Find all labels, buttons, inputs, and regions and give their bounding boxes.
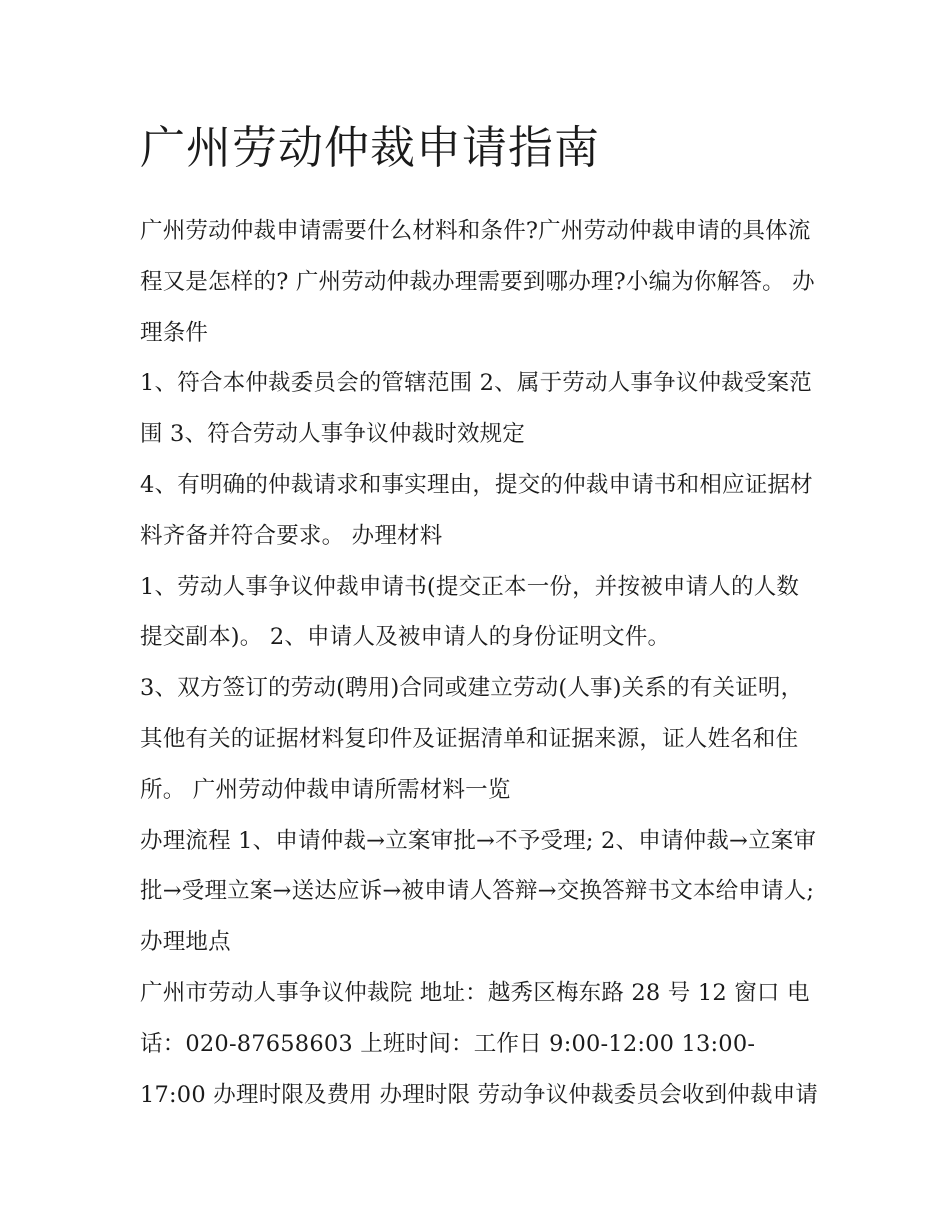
materials-paragraph: 1、劳动人事争议仲裁申请书(提交正本一份，并按被申请人的人数提交副本)。 2、申请人及被申请人的身份证明文件。 (140, 573, 800, 651)
requirements-paragraph: 4、有明确的仲裁请求和事实理由，提交的仲裁申请书和相应证据材料齐备并符合要求。 办理材料 (140, 471, 813, 549)
page-title: 广州劳动仲裁申请指南 (140, 121, 601, 174)
location-paragraph: 广州市劳动人事争议仲裁院 地址：越秀区梅东路 28 号 12 窗口 电话：020-87658603 上班时间：工作日 9:00-12:00 13:00-17:00 办理时限及费用 办理时限 劳动争议仲裁委员会收到仲裁申请 (140, 979, 819, 1108)
process-paragraph: 办理流程 1、申请仲裁→立案审批→不予受理; 2、申请仲裁→立案审批→受理立案→送达应诉→被申请人答辩→交换答辩书文本给申请人; 办理地点 (140, 827, 817, 956)
intro-paragraph: 广州劳动仲裁申请需要什么材料和条件?广州劳动仲裁申请的具体流程又是怎样的? 广州劳动仲裁办理需要到哪办理?小编为你解答。 办理条件 (140, 218, 815, 346)
contract-paragraph: 3、双方签订的劳动(聘用)合同或建立劳动(人事)关系的有关证明，其他有关的证据材料复印件及证据清单和证据来源，证人姓名和住所。 广州劳动仲裁申请所需材料一览 (140, 675, 804, 803)
conditions-paragraph: 1、符合本仲裁委员会的管辖范围 2、属于劳动人事争议仲裁受案范围 3、符合劳动人事争议仲裁时效规定 (140, 370, 812, 448)
document-page (140, 112, 820, 1120)
